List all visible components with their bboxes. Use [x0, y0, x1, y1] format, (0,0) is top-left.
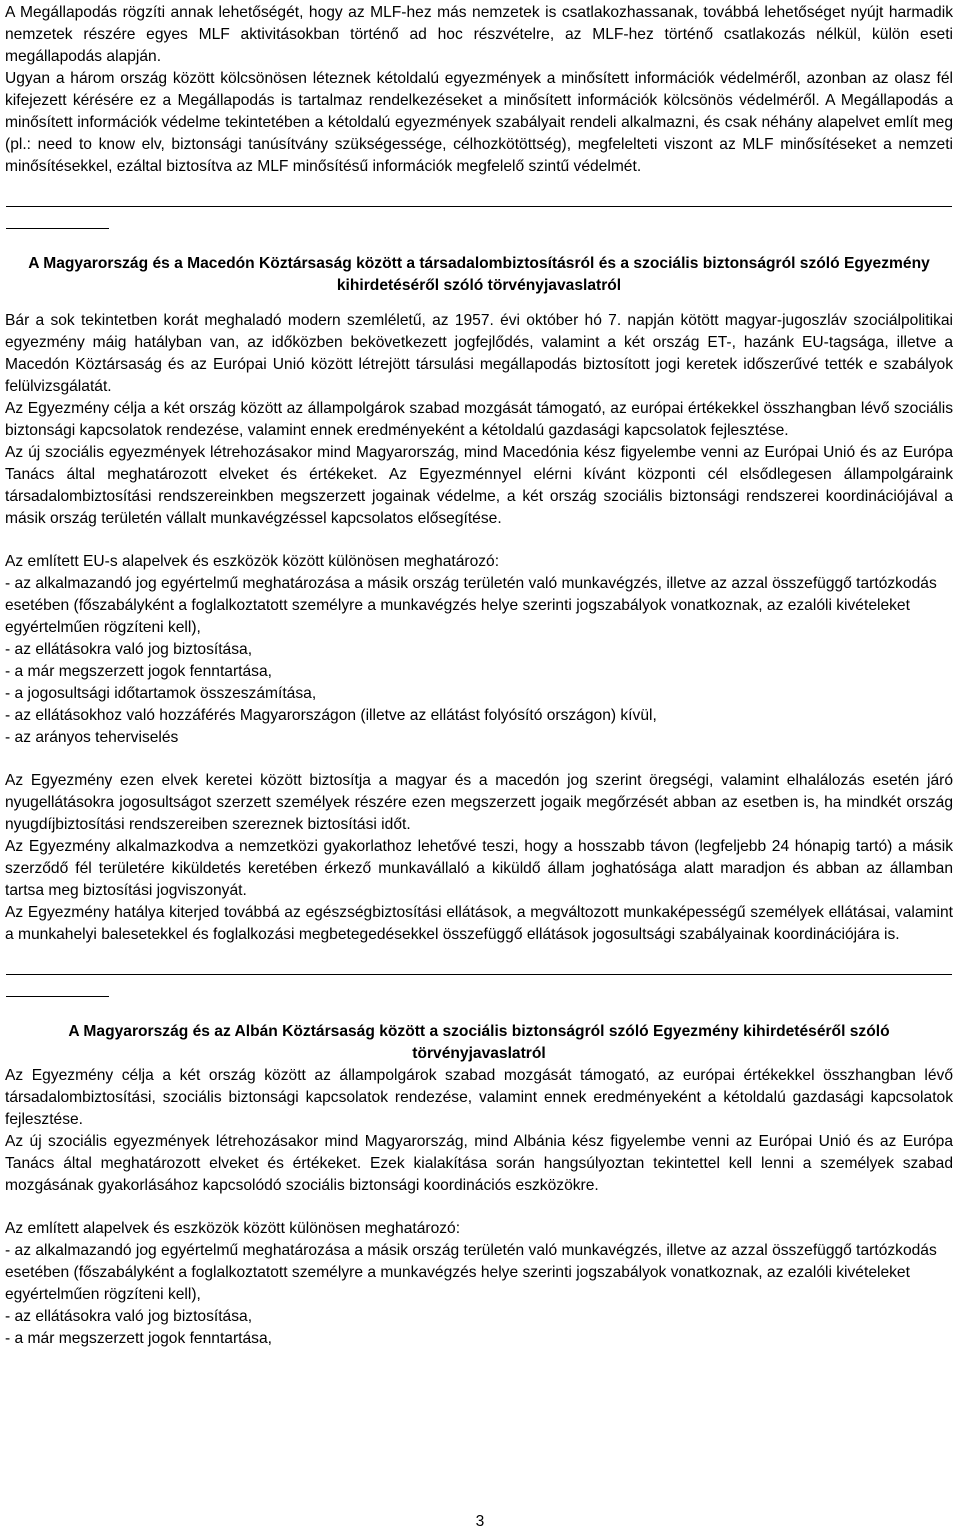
- section-heading-albania: A Magyarország és az Albán Köztársaság között a szociális biztonságról szóló Egyezmény kihirdetéséről szóló törvényjavaslatról: [68, 1023, 890, 1062]
- section-heading-macedonia: A Magyarország és a Macedón Köztársaság között a társadalombiztosításról és a szociális biztonságról szóló Egyezmény kihirdetéséről szóló törvényjavaslatról: [28, 255, 930, 294]
- macedonia-principles-list: [5, 573, 953, 749]
- footnote-separator-long: [6, 974, 952, 975]
- list-item: - az ellátásokhoz való hozzáférés Magyarországon (illetve az ellátást folyósító országon) kívül,: [5, 707, 657, 724]
- macedonia-paragraph-3: Az új szociális egyezmények létrehozásakor mind Magyarország, mind Macedónia kész figyelembe venni az Európai Unió és az Európa Tanács által meghatározott elveket és értékeket. Az Egyezménnyel elérni kívánt központi cél elsődlegesen állampolgáraink társadalombiztosítási rendszereinkben megszerzett jogainak védelme, a két ország szociális biztonsági rendszerei koordinációjával a másik ország területén vállalt munkavégzéssel kapcsolatos elősegítése.: [5, 444, 953, 527]
- albania-paragraph-1: Az Egyezmény célja a két ország között az állampolgárok szabad mozgását támogató, az európai értékekkel összhangban lévő társadalombiztosítási, szociális biztonsági kapcsolatok rendezése, valamint ennek eredményeként a kétoldalú gazdasági kapcsolatok fejlesztése.: [5, 1067, 953, 1128]
- macedonia-paragraph-2: Az Egyezmény célja a két ország között az állampolgárok szabad mozgását támogató, az európai értékekkel összhangban lévő szociális biztonsági kapcsolatok rendezése, valamint ennek eredményeként a kétoldalú gazdasági kapcsolatok fejlesztése.: [5, 400, 953, 439]
- list-item: - a jogosultsági időtartamok összeszámítása,: [5, 685, 317, 702]
- list-item: - az alkalmazandó jog egyértelmű meghatározása a másik ország területén való munkavégzés, illetve az azzal összefüggő tartózkodás esetében (főszabályként a foglalkoztatott személyre a munkavégzés helye szerinti jogszabályok vonatkoznak, az ezalóli kivételeket egyértelműen rögzíteni kell),: [5, 575, 937, 636]
- list-item: - a már megszerzett jogok fenntartása,: [5, 663, 272, 680]
- list-item: - az alkalmazandó jog egyértelmű meghatározása a másik ország területén való munkavégzés, illetve az azzal összefüggő tartózkodás esetében (főszabályként a foglalkoztatott személyre a munkavégzés helye szerinti jogszabályok vonatkoznak, az ezalóli kivételeket egyértelműen rögzíteni kell),: [5, 1242, 937, 1303]
- list-item: - az ellátásokra való jog biztosítása,: [5, 641, 253, 658]
- list-item: - a már megszerzett jogok fenntartása,: [5, 1330, 272, 1347]
- macedonia-paragraph-5: Az Egyezmény alkalmazkodva a nemzetközi gyakorlathoz lehetővé teszi, hogy a hosszabb távon (legfeljebb 24 hónapig tartó) a másik szerződő fél területére kiküldetés keretében érkező munkavállaló a kiküldő állam joghatósága alatt maradjon és abban az államban tartsa meg biztosítási jogviszonyát.: [5, 838, 953, 899]
- footnote-separator-long: [6, 206, 952, 207]
- albania-principles-list: [5, 1240, 953, 1350]
- list-item: - az arányos teherviselés: [5, 729, 179, 746]
- intro-paragraph-2: Ugyan a három ország között kölcsönösen léteznek kétoldalú egyezmények a minősített információk védelméről, azonban az olasz fél kifejezett kérésére ez a Megállapodás is tartalmaz rendelkezéseket a minősített információk kölcsönös védelméről. A Megállapodás a minősített információk védelme tekintetében a kétoldalú egyezmények szabályait rendeli alkalmazni, és csak néhány alapelvet említ meg (pl.: need to know elv, biztonsági tanúsítvány szükségessége, célhozkötöttség), megfelelteti viszont az MLF minősítéseket a nemzeti minősítésekkel, ezáltal biztosítva az MLF minősítésű információk megfelelő szintű védelmét.: [5, 70, 953, 175]
- macedonia-paragraph-1: Bár a sok tekintetben korát meghaladó modern szemléletű, az 1957. évi október hó 7. napján kötött magyar-jugoszláv szociálpolitikai egyezmény máig hatályban van, az időközben bekövetkezett jogfejlődés, valamint a két ország ET-, hazánk EU-tagsága, illetve a Macedón Köztársaság és az Európai Unió között létrejött társulási megállapodás biztosított jogi keretek időszerűvé tették e szabályok felülvizsgálatát.: [5, 312, 953, 395]
- page-number: 3: [475, 1513, 485, 1530]
- list-item: - az ellátásokra való jog biztosítása,: [5, 1308, 253, 1325]
- albania-list-intro: Az említett alapelvek és eszközök között különösen meghatározó:: [5, 1220, 461, 1237]
- macedonia-list-intro: Az említett EU-s alapelvek és eszközök között különösen meghatározó:: [5, 553, 500, 570]
- albania-paragraph-2: Az új szociális egyezmények létrehozásakor mind Magyarország, mind Albánia kész figyelembe venni az Európai Unió és az Európa Tanács által meghatározott elveket és értékeket. Ezek kialakítása során hangsúlyoztan tekintettel kell lenni a személyek szabad mozgásának gyakorlásához kapcsolódó szociális biztonsági koordinációs eszközökre.: [5, 1133, 953, 1194]
- document-page: [5, 0, 953, 1350]
- macedonia-paragraph-4: Az Egyezmény ezen elvek keretei között biztosítja a magyar és a macedón jog szerint öregségi, valamint elhalálozás esetén járó nyugellátásokra jogosultságot szerzett személyek részére ezen megszerzett jogaik megőrzését abban az esetben is, ha mindkét ország nyugdíjbiztosítási rendszereiben szereznek biztosítási időt.: [5, 772, 953, 833]
- macedonia-paragraph-6: Az Egyezmény hatálya kiterjed továbbá az egészségbiztosítási ellátások, a megváltozott munkaképességű személyek ellátásai, valamint a munkahelyi balesetekkel és foglalkozási megbetegedésekkel összefüggő ellátások jogosultsági szabályainak koordinációjára is.: [5, 904, 953, 943]
- intro-paragraph-1: A Megállapodás rögzíti annak lehetőségét, hogy az MLF-hez más nemzetek is csatlakozhassanak, továbbá lehetőséget nyújt harmadik nemzetek részére egyes MLF aktivitásokban történő ad hoc részvételre, az MLF-hez történő csatlakozás nélkül, külön eseti megállapodás alapján.: [5, 4, 953, 65]
